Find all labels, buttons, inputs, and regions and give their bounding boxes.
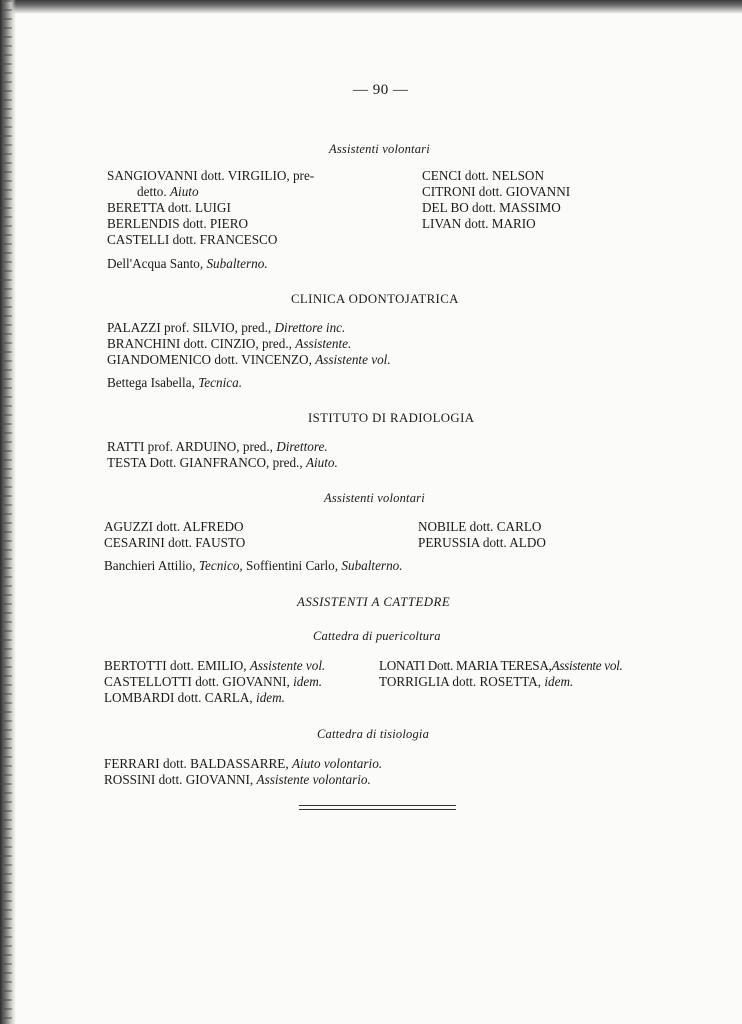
staff-name: Dell'Acqua Santo, <box>107 256 204 271</box>
page-number: — 90 — <box>353 82 409 98</box>
entry-role: Aiuto. <box>305 455 338 470</box>
entry-name: CESARINI dott. FAUSTO <box>104 535 246 550</box>
subsection-heading-puericoltura: Cattedra di puericoltura <box>313 629 441 643</box>
entry <box>379 658 623 674</box>
entry-name: TESTA Dott. GIANFRANCO, pred., <box>107 455 303 470</box>
entry <box>107 320 345 336</box>
entry <box>107 336 351 352</box>
section-heading-volontari: Assistenti volontari <box>324 491 425 505</box>
entry-name: ROSSINI dott. GIOVANNI, <box>104 772 254 787</box>
entry-role: idem. <box>293 674 323 689</box>
subsection-heading-tisiologia: Cattedra di tisiologia <box>317 727 430 741</box>
entry-name: NOBILE dott. CARLO <box>418 519 542 534</box>
scan-top-edge <box>0 0 742 14</box>
staff-line <box>107 375 242 391</box>
staff-line <box>104 558 403 574</box>
entry-role: idem. <box>256 690 285 705</box>
entry-name: LONATI Dott. MARIA TERESA, <box>379 658 552 673</box>
entry <box>104 658 325 674</box>
entry-name: LIVAN dott. MARIO <box>422 216 536 231</box>
entry <box>137 184 199 200</box>
entry-name: BERLENDIS dott. PIERO <box>107 216 249 231</box>
entry-role: Direttore inc. <box>274 320 346 335</box>
staff-role: Subalterno. <box>206 256 268 271</box>
entry-role: Assistente volontario. <box>256 772 371 787</box>
staff-line <box>107 256 268 272</box>
entry <box>104 690 285 706</box>
staff-name: Soffientini Carlo, <box>246 558 339 573</box>
entry-name: BERETTA dott. LUIGI <box>107 200 231 215</box>
section-heading-cattedre: ASSISTENTI A CATTEDRE <box>297 595 451 609</box>
entry-role: Assistente vol. <box>551 658 623 673</box>
entry-role: Aiuto <box>169 184 199 199</box>
section-heading-volontari: Assistenti volontari <box>329 142 430 156</box>
closing-double-rule <box>299 805 456 810</box>
entry-name: FERRARI dott. BALDASSARRE, <box>104 756 289 771</box>
staff-role: Tecnico, <box>198 558 243 573</box>
entry-role: Assistente vol. <box>249 658 326 673</box>
entry-role: Assistente. <box>295 336 352 351</box>
entry-name: CASTELLOTTI dott. GIOVANNI, <box>104 674 290 689</box>
entry-name: CITRONI dott. GIOVANNI <box>422 184 571 199</box>
entry-name: detto. <box>137 184 167 199</box>
entry <box>107 455 338 471</box>
section-heading-odontoiatrica: CLINICA ODONTOJATRICA <box>291 292 459 306</box>
entry-name: DEL BO dott. MASSIMO <box>422 200 561 215</box>
entry-name: SANGIOVANNI dott. VIRGILIO, pre- <box>107 168 315 183</box>
staff-name: Bettega Isabella, <box>107 375 195 390</box>
staff-role: Tecnica. <box>198 375 243 390</box>
entry <box>104 756 382 772</box>
section-heading-radiologia: ISTITUTO DI RADIOLOGIA <box>308 411 475 425</box>
entry <box>379 674 573 690</box>
entry-name: AGUZZI dott. ALFREDO <box>104 519 244 534</box>
entry-name: BERTOTTI dott. EMILIO, <box>104 658 247 673</box>
entry-role: Direttore. <box>276 439 328 454</box>
entry-role: Assistente vol. <box>315 352 391 367</box>
staff-role: Subalterno. <box>341 558 403 573</box>
entry-name: PALAZZI prof. SILVIO, pred., <box>107 320 272 335</box>
entry-name: RATTI prof. ARDUINO, pred., <box>107 439 273 454</box>
entry-name: BRANCHINI dott. CINZIO, pred., <box>107 336 292 351</box>
scan-binding-texture <box>4 0 12 1024</box>
entry <box>104 674 322 690</box>
entry-name: CASTELLI dott. FRANCESCO <box>107 232 278 247</box>
entry-role: Aiuto volontario. <box>291 756 383 771</box>
entry-name: PERUSSIA dott. ALDO <box>418 535 546 550</box>
entry-name: TORRIGLIA dott. ROSETTA, <box>379 674 542 689</box>
entry-name: LOMBARDI dott. CARLA, <box>104 690 253 705</box>
staff-name: Banchieri Attilio, <box>104 558 196 573</box>
entry <box>104 772 371 788</box>
entry-role: idem. <box>544 674 574 689</box>
entry-name: CENCI dott. NELSON <box>422 168 544 183</box>
entry <box>107 352 391 368</box>
entry-name: GIANDOMENICO dott. VINCENZO, <box>107 352 312 367</box>
entry <box>107 439 328 455</box>
